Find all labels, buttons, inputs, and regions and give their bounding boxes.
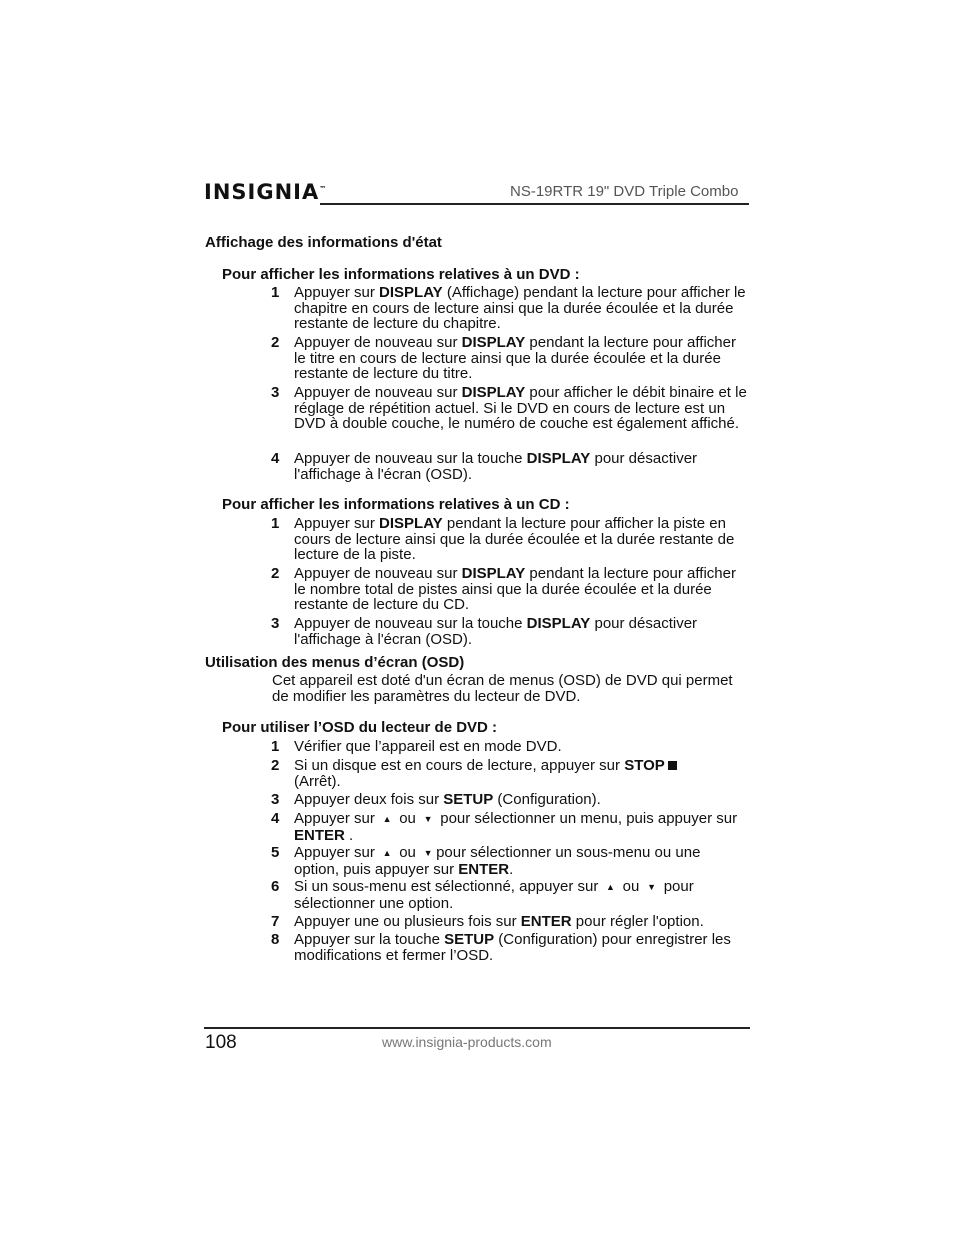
section-heading-osd: Utilisation des menus d’écran (OSD): [205, 654, 465, 671]
step-number: 1: [271, 284, 280, 301]
list-item: [271, 739, 749, 755]
list-item: [271, 758, 749, 789]
subheading-cd-info: Pour afficher les informations relatives à un CD :: [222, 496, 570, 513]
list-item: [271, 616, 749, 647]
step-number: 2: [271, 334, 280, 351]
footer-url: www.insignia-products.com: [382, 1034, 552, 1050]
list-item: [271, 845, 749, 877]
logo-text: INSIGNIA: [204, 180, 320, 204]
step-text: Vérifier que l’appareil est en mode DVD.: [294, 738, 562, 755]
step-number: 3: [271, 791, 280, 808]
down-arrow-icon: ▼: [423, 848, 433, 858]
section-heading-status: Affichage des informations d'état: [205, 234, 442, 251]
header-rule: [320, 203, 749, 205]
list-item: [271, 566, 749, 613]
step-text: Appuyer sur ▲ ou ▼ pour sélectionner un menu, puis appuyer sur ENTER .: [294, 810, 738, 844]
step-text: Appuyer une ou plusieurs fois sur ENTER pour régler l'option.: [294, 913, 704, 930]
step-number: 4: [271, 450, 280, 467]
list-item: [271, 932, 749, 963]
step-text: Appuyer sur DISPLAY (Affichage) pendant la lecture pour afficher le chapitre en cours de lecture ainsi que la durée écoulée et la durée restante de lecture du chapitre.: [294, 284, 746, 333]
subheading-dvd-info: Pour afficher les informations relatives à un DVD :: [222, 266, 580, 283]
list-item: [271, 451, 749, 482]
insignia-logo: [204, 180, 327, 204]
step-text: Appuyer sur la touche SETUP (Configuration) pour enregistrer les modifications et fermer l’OSD.: [294, 931, 731, 964]
list-item: [271, 811, 749, 843]
step-text: Si un disque est en cours de lecture, appuyer sur STOP (Arrêt).: [294, 758, 749, 789]
step-text: Appuyer de nouveau sur DISPLAY pendant la lecture pour afficher le nombre total de pistes ainsi que la durée écoulée et la durée restante de lecture du CD.: [294, 565, 736, 614]
step-number: 3: [271, 615, 280, 632]
down-arrow-icon: ▼: [647, 882, 656, 892]
list-item: [271, 285, 749, 332]
step-text: Appuyer de nouveau sur la touche DISPLAY pour désactiver l'affichage à l'écran (OSD).: [294, 615, 698, 648]
step-text: Appuyer de nouveau sur la touche DISPLAY pour désactiver l'affichage à l'écran (OSD).: [294, 450, 698, 483]
list-item: [271, 385, 749, 432]
step-text: Si un sous-menu est sélectionné, appuyer sur ▲ ou ▼ pour sélectionner une option.: [294, 878, 694, 912]
step-number: 6: [271, 878, 280, 895]
step-number: 7: [271, 913, 280, 930]
step-number: 3: [271, 384, 280, 401]
down-arrow-icon: ▼: [423, 814, 433, 824]
step-number: 1: [271, 738, 280, 755]
step-text: Appuyer sur ▲ ou ▼ pour sélectionner un sous-menu ou une option, puis appuyer sur ENTER.: [294, 844, 701, 878]
up-arrow-icon: ▲: [382, 848, 392, 858]
list-item: [271, 914, 749, 930]
step-text: Appuyer sur DISPLAY pendant la lecture pour afficher la piste en cours de lecture ainsi que la durée écoulée et la durée restante de lecture de la piste.: [294, 515, 735, 564]
list-item: [271, 516, 749, 563]
up-arrow-icon: ▲: [382, 814, 392, 824]
section-intro: Cet appareil est doté d'un écran de menus (OSD) de DVD qui permet de modifier les paramètres du lecteur de DVD.: [272, 672, 733, 705]
list-item: [271, 792, 749, 808]
subheading-osd-usage: Pour utiliser l’OSD du lecteur de DVD :: [222, 719, 498, 736]
stop-square-icon: [668, 761, 677, 770]
step-number: 4: [271, 810, 280, 827]
step-text: Appuyer deux fois sur SETUP (Configuration).: [294, 791, 601, 808]
header-title: NS-19RTR 19" DVD Triple Combo: [510, 183, 739, 200]
up-arrow-icon: ▲: [606, 882, 615, 892]
list-item: [271, 879, 749, 911]
step-text: Appuyer de nouveau sur DISPLAY pour afficher le débit binaire et le réglage de répétition actuel. Si le DVD en cours de lecture est un DVD à double couche, le numéro de couche est également affiché.: [294, 384, 747, 433]
step-number: 2: [271, 565, 280, 582]
step-text: Appuyer de nouveau sur DISPLAY pendant la lecture pour afficher le titre en cours de lecture ainsi que la durée écoulée et la durée restante de lecture du titre.: [294, 334, 736, 383]
step-number: 8: [271, 931, 280, 948]
list-item: [271, 335, 749, 382]
step-number: 1: [271, 515, 280, 532]
trademark-symbol: ™: [319, 185, 328, 193]
footer-rule: [204, 1027, 750, 1029]
step-number: 5: [271, 844, 280, 861]
page-number: 108: [205, 1032, 237, 1053]
step-number: 2: [271, 757, 280, 774]
